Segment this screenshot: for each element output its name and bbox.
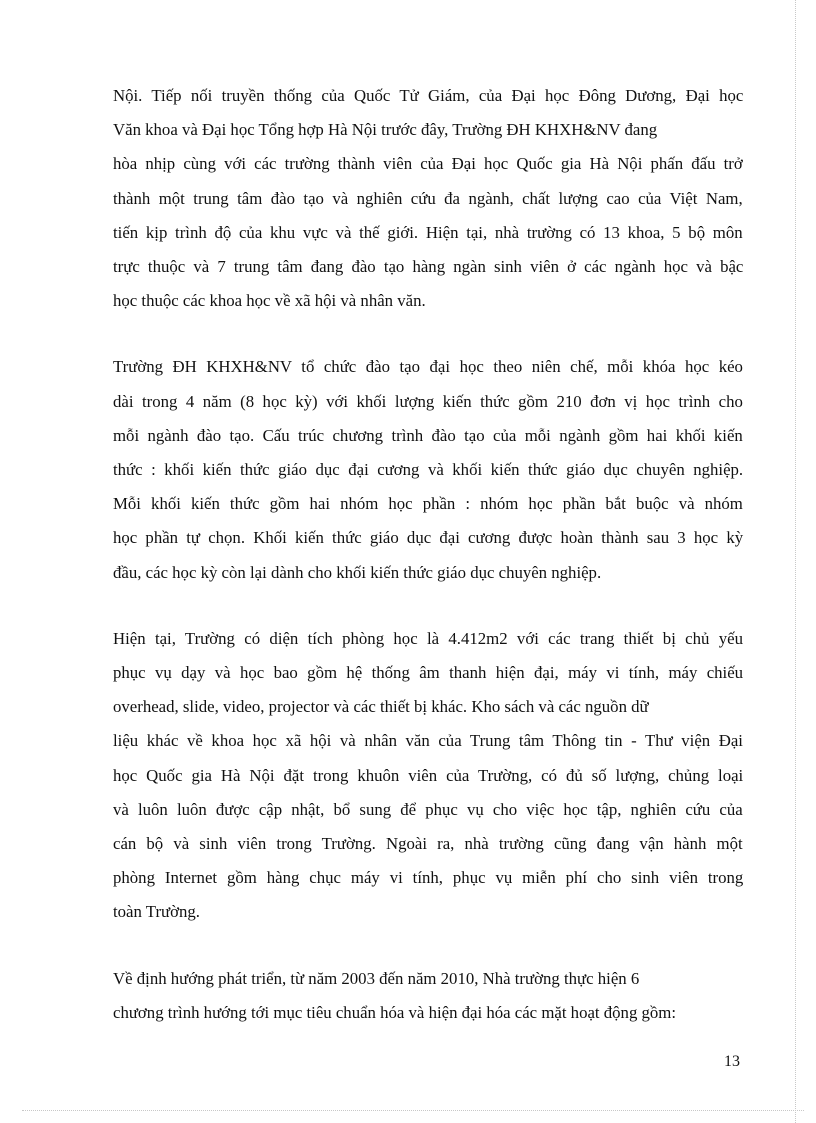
text-line: phòng Internet gồm hàng chục máy vi tính, phục vụ miễn phí cho sinh viên trong <box>113 868 744 888</box>
page-frame-right <box>795 0 804 1123</box>
text-line: thành một trung tâm đào tạo và nghiên cứu đa ngành, chất lượng cao của Việt Nam, <box>113 188 743 208</box>
text-line: Về định hướng phát triển, từ năm 2003 đến năm 2010, Nhà trường thực hiện 6 <box>113 968 640 988</box>
text-line: học thuộc các khoa học về xã hội và nhân văn. <box>113 291 426 311</box>
text-line: Hiện tại, Trường có diện tích phòng học là 4.412m2 với các trang thiết bị chủ yếu <box>113 628 743 648</box>
text-line: học Quốc gia Hà Nội đặt trong khuôn viên của Trường, có đủ số lượng, chủng loại <box>113 765 744 785</box>
text-line: overhead, slide, video, projector và các thiết bị khác. Kho sách và các nguồn dữ <box>113 697 649 717</box>
paragraph-history <box>113 79 743 318</box>
text-line: thức : khối kiến thức giáo dục đại cương và khối kiến thức giáo dục chuyên nghiệp. <box>113 460 744 480</box>
text-line: cán bộ và sinh viên trong Trường. Ngoài ra, nhà trường cũng đang vận hành một <box>113 834 743 854</box>
text-line: Nội. Tiếp nối truyền thống của Quốc Tử Giám, của Đại học Đông Dương, Đại học <box>113 86 744 105</box>
text-line: trực thuộc và 7 trung tâm đang đào tạo hàng ngàn sinh viên ở các ngành học và bậc <box>113 257 744 277</box>
text-line: tiến kịp trình độ của khu vực và thế giới. Hiện tại, nhà trường có 13 khoa, 5 bộ môn <box>113 222 743 242</box>
text-line: Văn khoa và Đại học Tổng hợp Hà Nội trước đây, Trường ĐH KHXH&NV đang <box>113 120 658 140</box>
text-line: mỗi ngành đào tạo. Cấu trúc chương trình đào tạo của mỗi ngành gồm hai khối kiến <box>113 425 743 445</box>
paragraph-development <box>113 962 743 1030</box>
text-line: Trường ĐH KHXH&NV tổ chức đào tạo đại học theo niên chế, mỗi khóa học kéo <box>113 357 743 377</box>
text-line: học phần tự chọn. Khối kiến thức giáo dục đại cương được hoàn thành sau 3 học kỳ <box>113 528 744 548</box>
text-line: dài trong 4 năm (8 học kỳ) với khối lượng kiến thức gồm 210 đơn vị học trình cho <box>113 391 743 411</box>
paragraph-facilities <box>113 622 743 930</box>
text-line: toàn Trường. <box>113 902 200 922</box>
document-body <box>113 79 743 1030</box>
text-line: chương trình hướng tới mục tiêu chuẩn hóa và hiện đại hóa các mặt hoạt động gồm: <box>113 1002 677 1022</box>
text-line: phục vụ dạy và học bao gồm hệ thống âm thanh hiện đại, máy vi tính, máy chiếu <box>113 663 744 683</box>
paragraph-training <box>113 350 743 589</box>
page-number: 13 <box>724 1053 740 1070</box>
text-line: đầu, các học kỳ còn lại dành cho khối kiến thức giáo dục chuyên nghiệp. <box>113 562 602 582</box>
text-line: và luôn luôn được cập nhật, bổ sung để phục vụ cho việc học tập, nghiên cứu của <box>113 799 743 819</box>
text-line: liệu khác về khoa học xã hội và nhân văn của Trung tâm Thông tin - Thư viện Đại <box>113 731 743 751</box>
text-line: hòa nhịp cùng với các trường thành viên của Đại học Quốc gia Hà Nội phấn đấu trở <box>113 154 743 174</box>
page-frame-bottom <box>22 1110 804 1123</box>
text-line: Mỗi khối kiến thức gồm hai nhóm học phần : nhóm học phần bắt buộc và nhóm <box>113 494 743 514</box>
